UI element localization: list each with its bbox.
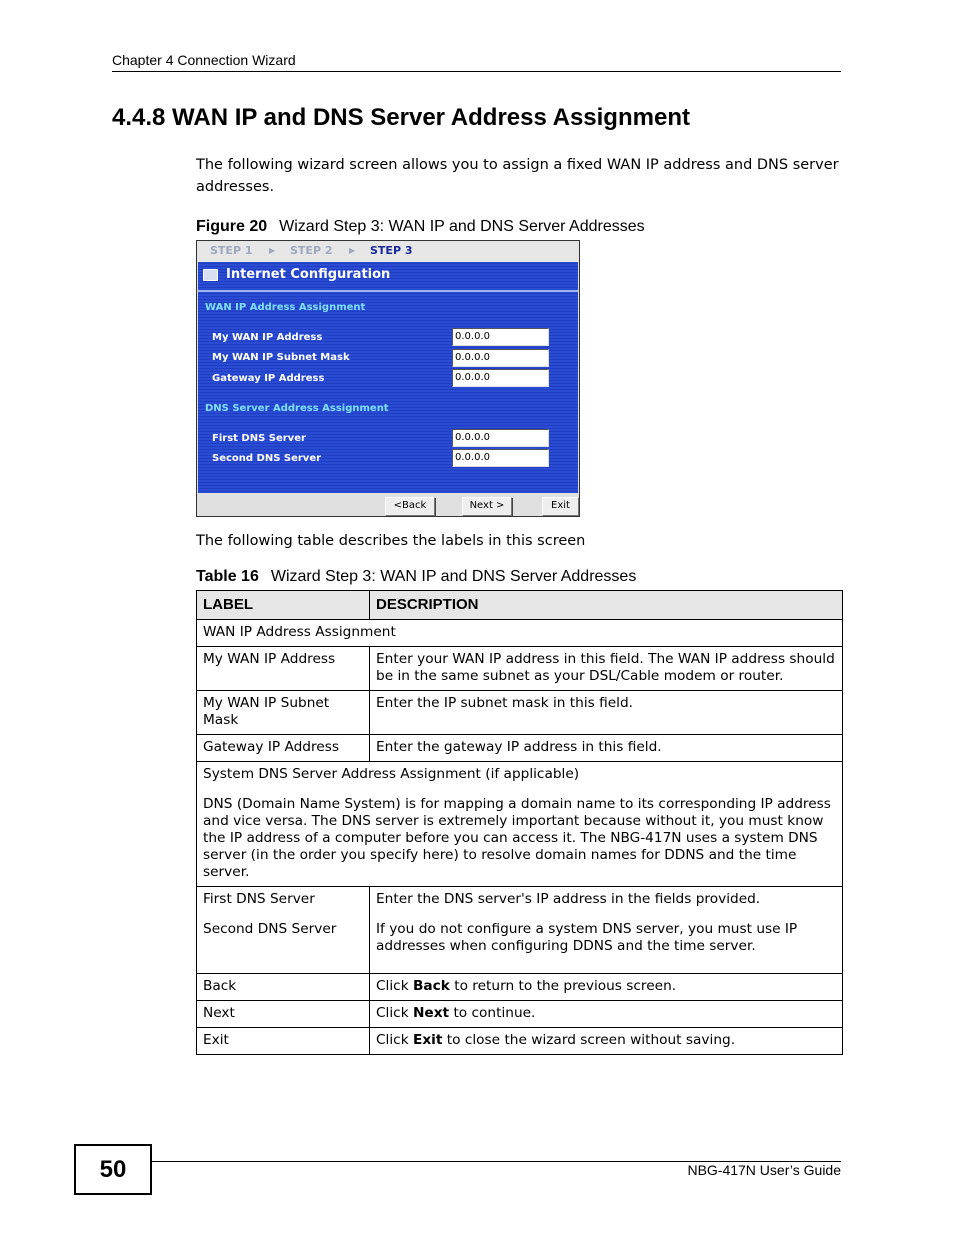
dns-group-title: System DNS Server Address Assignment (if applicable)	[203, 766, 580, 782]
gateway-ip-input[interactable]: 0.0.0.0	[452, 369, 549, 387]
intro-paragraph: The following wizard screen allows you to assign a fixed WAN IP address and DNS server addresses.	[196, 157, 839, 195]
first-dns-label: First DNS Server	[212, 433, 306, 444]
row-label: My WAN IP Subnet Mask	[197, 691, 370, 735]
table-group-row	[197, 762, 843, 887]
step-2[interactable]: STEP 2	[290, 244, 333, 257]
exit-button[interactable]: Exit	[542, 497, 579, 516]
wizard-title-bar	[198, 262, 578, 290]
row-description: Click Next to continue.	[370, 1001, 843, 1028]
table-header-row	[197, 591, 843, 620]
table-row	[197, 1028, 843, 1055]
wan-subnet-input[interactable]: 0.0.0.0	[452, 349, 549, 367]
table-row	[197, 887, 843, 974]
gateway-ip-label: Gateway IP Address	[212, 373, 325, 384]
step-arrow-icon: ▶	[269, 246, 276, 255]
dns-group-text: DNS (Domain Name System) is for mapping a domain name to its corresponding IP address and vice versa. The DNS server is extremely important because without it, you must know the IP address of a computer before you can access it. The NBG-417N uses a system DNS server (in the order you specify here) to resolve domain names for DDNS and the time server.	[203, 796, 831, 880]
row-description: Enter your WAN IP address in this field. The WAN IP address should be in the same subnet as your DSL/Cable modem or router.	[370, 647, 843, 691]
step-arrow-icon: ▶	[349, 246, 356, 255]
folder-icon	[203, 269, 218, 281]
wizard-title: Internet Configuration	[226, 267, 391, 282]
table-group-row	[197, 620, 843, 647]
step-1[interactable]: STEP 1	[210, 244, 253, 257]
row-description: Enter the IP subnet mask in this field.	[370, 691, 843, 735]
wan-ip-label: My WAN IP Address	[212, 332, 323, 343]
wizard-steps	[197, 241, 579, 262]
row-label: Next	[197, 1001, 370, 1028]
guide-title: NBG-417N User’s Guide	[687, 1162, 841, 1178]
row-description	[370, 887, 843, 974]
row-label: My WAN IP Address	[197, 647, 370, 691]
section-title: 4.4.8 WAN IP and DNS Server Address Assignment	[112, 104, 690, 131]
back-button[interactable]: <Back	[385, 497, 435, 516]
table-intro: The following table describes the labels in this screen	[196, 533, 586, 549]
figure-caption	[196, 218, 645, 236]
wan-section-title: WAN IP Address Assignment	[205, 302, 366, 313]
step-3[interactable]: STEP 3	[370, 244, 413, 257]
table-caption	[196, 568, 636, 586]
dns-group-cell	[197, 762, 843, 887]
page-number: 50	[74, 1144, 152, 1195]
wizard-footer	[197, 493, 579, 516]
row-label	[197, 887, 370, 974]
row-label: Gateway IP Address	[197, 735, 370, 762]
wan-ip-input[interactable]: 0.0.0.0	[452, 328, 549, 346]
figure-caption-text: Wizard Step 3: WAN IP and DNS Server Addresses	[279, 218, 645, 235]
wizard-body	[198, 262, 578, 513]
wan-group-cell: WAN IP Address Assignment	[197, 620, 843, 647]
dns-row-desc-1: Enter the DNS server's IP address in the fields provided.	[376, 891, 761, 907]
table-row	[197, 1001, 843, 1028]
figure-label: Figure 20	[196, 218, 268, 235]
second-dns-row-label: Second DNS Server	[203, 921, 337, 937]
header-description: DESCRIPTION	[370, 591, 843, 620]
row-label: Exit	[197, 1028, 370, 1055]
first-dns-input[interactable]: 0.0.0.0	[452, 429, 549, 447]
table-row	[197, 735, 843, 762]
wizard-separator	[198, 290, 578, 292]
table-caption-text: Wizard Step 3: WAN IP and DNS Server Addresses	[270, 568, 637, 585]
next-button[interactable]: Next >	[462, 497, 512, 516]
header-rule	[112, 71, 841, 72]
dns-row-desc-2: If you do not configure a system DNS server, you must use IP addresses when configuring DDNS and the time server.	[376, 921, 798, 954]
first-dns-row-label: First DNS Server	[203, 891, 315, 907]
dns-section-title: DNS Server Address Assignment	[205, 403, 389, 414]
table-row	[197, 647, 843, 691]
description-table	[196, 590, 843, 1055]
row-description: Click Exit to close the wizard screen without saving.	[370, 1028, 843, 1055]
wizard-screenshot	[196, 240, 580, 517]
second-dns-label: Second DNS Server	[212, 453, 322, 464]
header-label: LABEL	[197, 591, 370, 620]
second-dns-input[interactable]: 0.0.0.0	[452, 449, 549, 467]
table-row	[197, 691, 843, 735]
table-label: Table 16	[196, 568, 259, 585]
table-row	[197, 974, 843, 1001]
row-description: Click Back to return to the previous screen.	[370, 974, 843, 1001]
row-description: Enter the gateway IP address in this field.	[370, 735, 843, 762]
row-label: Back	[197, 974, 370, 1001]
wan-subnet-label: My WAN IP Subnet Mask	[212, 352, 350, 363]
chapter-header: Chapter 4 Connection Wizard	[112, 52, 296, 68]
